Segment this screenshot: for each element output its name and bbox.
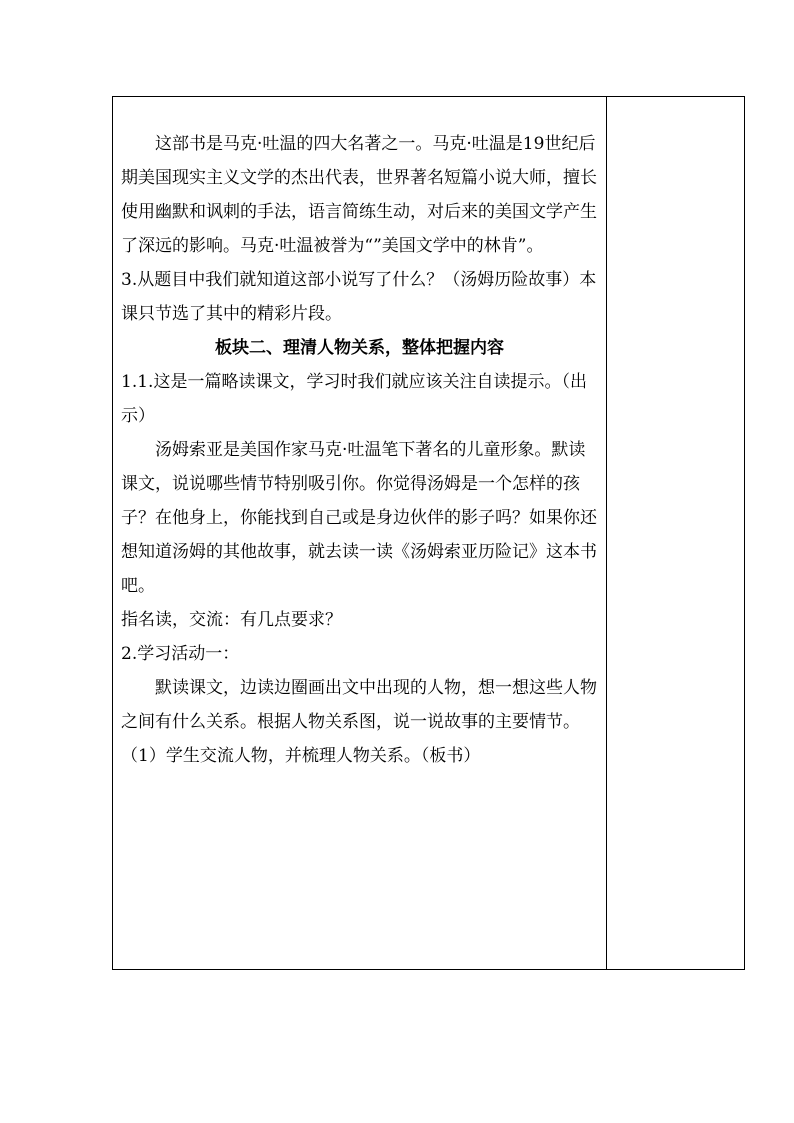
side-notes-cell bbox=[607, 97, 745, 970]
table-row bbox=[113, 97, 745, 970]
activity-description: 默读课文，边读边圈画出文中出现的人物，想一想这些人物之间有什么关系。根据人物关系图，说一说故事的主要情节。 bbox=[121, 678, 597, 732]
activity-step-1: （1）学生交流人物，并梳理人物关系。（板书） bbox=[121, 746, 481, 766]
point-1-paragraph: 1.1.这是一篇略读课文，学习时我们就应该关注自读提示。（出示） bbox=[121, 372, 587, 426]
lesson-plan-table bbox=[112, 96, 745, 970]
activity-title: 2.学习活动一： bbox=[121, 644, 240, 664]
point-3-paragraph: 3.从题目中我们就知道这部小说写了什么？（汤姆历险故事）本课只节选了其中的精彩片段。 bbox=[121, 270, 597, 324]
main-content-cell bbox=[113, 97, 607, 970]
main-content bbox=[113, 97, 606, 773]
discussion-paragraph: 指名读，交流：有几点要求？ bbox=[121, 610, 342, 630]
section-heading: 板块二、理清人物关系，整体把握内容 bbox=[215, 338, 504, 358]
reading-prompt-paragraph: 汤姆索亚是美国作家马克·吐温笔下著名的儿童形象。默读课文，说说哪些情节特别吸引你。你觉得汤姆是一个怎样的孩子？在他身上，你能找到自己或是身边伙伴的影子吗？如果你还想知道汤姆的其他故事，就去读一读《汤姆索亚历险记》这本书吧。 bbox=[121, 440, 597, 596]
intro-paragraph: 这部书是马克·吐温的四大名著之一。马克·吐温是19世纪后期美国现实主义文学的杰出代表，世界著名短篇小说大师，擅长使用幽默和讽刺的手法，语言简练生动，对后来的美国文学产生了深远的影响。马克·吐温被誉为“”美国文学中的林肯”。 bbox=[121, 134, 597, 256]
